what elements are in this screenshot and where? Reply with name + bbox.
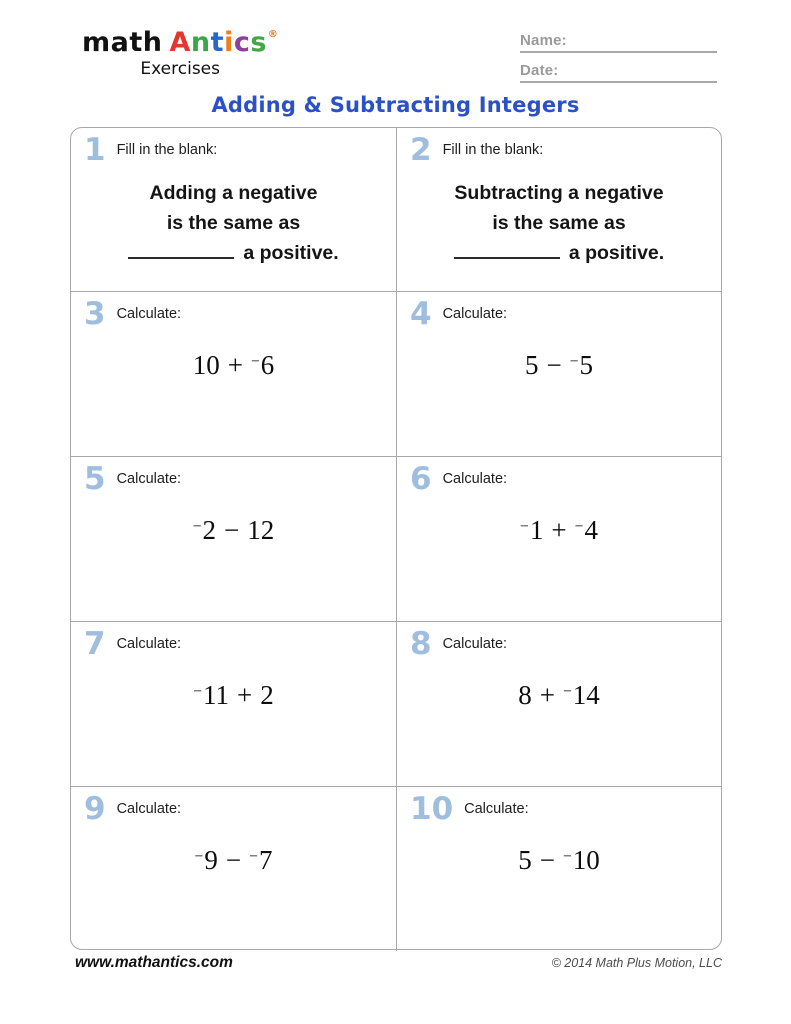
- problem-number: 8: [410, 626, 432, 662]
- operand: 6: [260, 350, 275, 380]
- operand: 10: [572, 845, 600, 875]
- logo-letter: t: [210, 27, 225, 58]
- problem-header: [71, 787, 396, 825]
- problem-header: [397, 128, 721, 166]
- negative-sign: −: [249, 847, 258, 865]
- operator: −: [546, 350, 562, 380]
- math-expression: [397, 350, 721, 381]
- logo-antics-text: [169, 27, 266, 58]
- problem-number: 6: [410, 461, 432, 497]
- operator: −: [539, 845, 555, 875]
- operand: 12: [247, 515, 275, 545]
- copyright-text: © 2014 Math Plus Motion, LLC: [551, 956, 722, 970]
- problem-number: 3: [84, 296, 106, 332]
- math-expression: [71, 350, 396, 381]
- problem-cell-2: [396, 128, 721, 291]
- negative-sign: −: [562, 682, 572, 700]
- problem-number: 2: [410, 132, 432, 168]
- website-url: www.mathantics.com: [75, 954, 233, 971]
- logo-letter: A: [169, 27, 191, 58]
- problem-cell-6: [396, 456, 721, 621]
- operand: 4: [584, 515, 598, 545]
- problem-number: 5: [84, 461, 106, 497]
- problem-instruction: Calculate:: [464, 801, 529, 817]
- page-footer: [70, 954, 722, 972]
- problem-cell-10: [396, 786, 721, 951]
- problem-instruction: Calculate:: [442, 471, 508, 487]
- math-expression: [397, 515, 721, 546]
- name-field-line: [520, 32, 717, 53]
- statement-blank-line: [71, 238, 396, 268]
- problem-cell-4: [396, 291, 721, 456]
- problem-cell-8: [396, 621, 721, 786]
- math-expression: [71, 845, 396, 876]
- statement-line: Adding a negative: [149, 182, 318, 204]
- math-expression: [397, 845, 721, 876]
- problem-instruction: Calculate:: [442, 306, 508, 322]
- date-field-line: [520, 62, 717, 83]
- problem-header: [397, 457, 721, 495]
- problem-number: 10: [410, 791, 454, 827]
- problem-header: [71, 457, 396, 495]
- math-expression: [397, 680, 721, 711]
- operator: +: [237, 680, 253, 710]
- problem-instruction: Calculate:: [442, 636, 508, 652]
- logo-wordmark: [82, 28, 278, 58]
- math-expression: [71, 680, 396, 711]
- problem-instruction: Calculate:: [116, 471, 182, 487]
- problem-header: [397, 622, 721, 660]
- name-date-block: [520, 32, 717, 92]
- math-antics-logo: [82, 28, 278, 79]
- negative-sign: −: [520, 517, 529, 535]
- problem-cell-3: [71, 291, 396, 456]
- logo-subtitle: Exercises: [140, 58, 220, 79]
- problem-number: 9: [84, 791, 106, 827]
- problem-cell-9: [71, 786, 396, 951]
- fill-statement: [71, 178, 396, 268]
- name-label: Name:: [520, 32, 567, 49]
- operand: 5: [518, 845, 532, 875]
- statement-suffix: a positive.: [243, 242, 339, 264]
- logo-letter: i: [224, 27, 234, 58]
- negative-sign: −: [574, 517, 584, 535]
- operand: 5: [579, 350, 594, 380]
- operator: −: [224, 515, 240, 545]
- answer-blank: [454, 240, 560, 259]
- statement-line: is the same as: [166, 212, 301, 234]
- answer-blank: [128, 240, 234, 259]
- problem-grid: [70, 127, 722, 950]
- math-expression: [71, 515, 396, 546]
- logo-letter: c: [233, 27, 251, 58]
- problem-header: [397, 292, 721, 330]
- problem-header: [71, 292, 396, 330]
- problem-number: 1: [84, 132, 106, 168]
- problem-cell-7: [71, 621, 396, 786]
- negative-sign: −: [250, 352, 260, 370]
- operator: +: [539, 680, 555, 710]
- fill-statement: [397, 178, 721, 268]
- operator: +: [551, 515, 567, 545]
- operand: 10: [192, 350, 220, 380]
- problem-header: [71, 128, 396, 166]
- logo-letter: n: [190, 27, 211, 58]
- operand: 2: [202, 515, 217, 545]
- negative-sign: −: [562, 847, 572, 865]
- logo-math-text: math: [82, 27, 163, 58]
- operand: 11: [203, 680, 230, 710]
- negative-sign: −: [192, 517, 202, 535]
- operand: 5: [524, 350, 539, 380]
- operand: 1: [529, 515, 544, 545]
- operand: 8: [518, 680, 532, 710]
- problem-instruction: Calculate:: [116, 306, 182, 322]
- operand: 2: [260, 680, 274, 710]
- statement-line: Subtracting a negative: [454, 182, 664, 204]
- logo-registered-mark: ®: [267, 29, 279, 40]
- negative-sign: −: [194, 847, 204, 865]
- negative-sign: −: [193, 682, 203, 700]
- operand: 7: [258, 845, 273, 875]
- worksheet-title: Adding & Subtracting Integers: [211, 93, 580, 117]
- problem-instruction: Fill in the blank:: [116, 142, 218, 158]
- problem-number: 7: [84, 626, 106, 662]
- negative-sign: −: [569, 352, 579, 370]
- problem-header: [71, 622, 396, 660]
- statement-suffix: a positive.: [568, 242, 665, 264]
- statement-line: is the same as: [492, 212, 626, 234]
- problem-number: 4: [410, 296, 432, 332]
- problem-instruction: Calculate:: [116, 636, 182, 652]
- problem-instruction: Fill in the blank:: [442, 142, 544, 158]
- statement-blank-line: [397, 238, 721, 268]
- logo-letter: s: [250, 27, 267, 58]
- operator: +: [227, 350, 243, 380]
- problem-header: [397, 787, 721, 825]
- operand: 14: [572, 680, 600, 710]
- problem-cell-1: [71, 128, 396, 291]
- operand: 9: [204, 845, 218, 875]
- operator: −: [225, 845, 242, 875]
- date-label: Date:: [520, 62, 559, 79]
- problem-cell-5: [71, 456, 396, 621]
- problem-instruction: Calculate:: [116, 801, 182, 817]
